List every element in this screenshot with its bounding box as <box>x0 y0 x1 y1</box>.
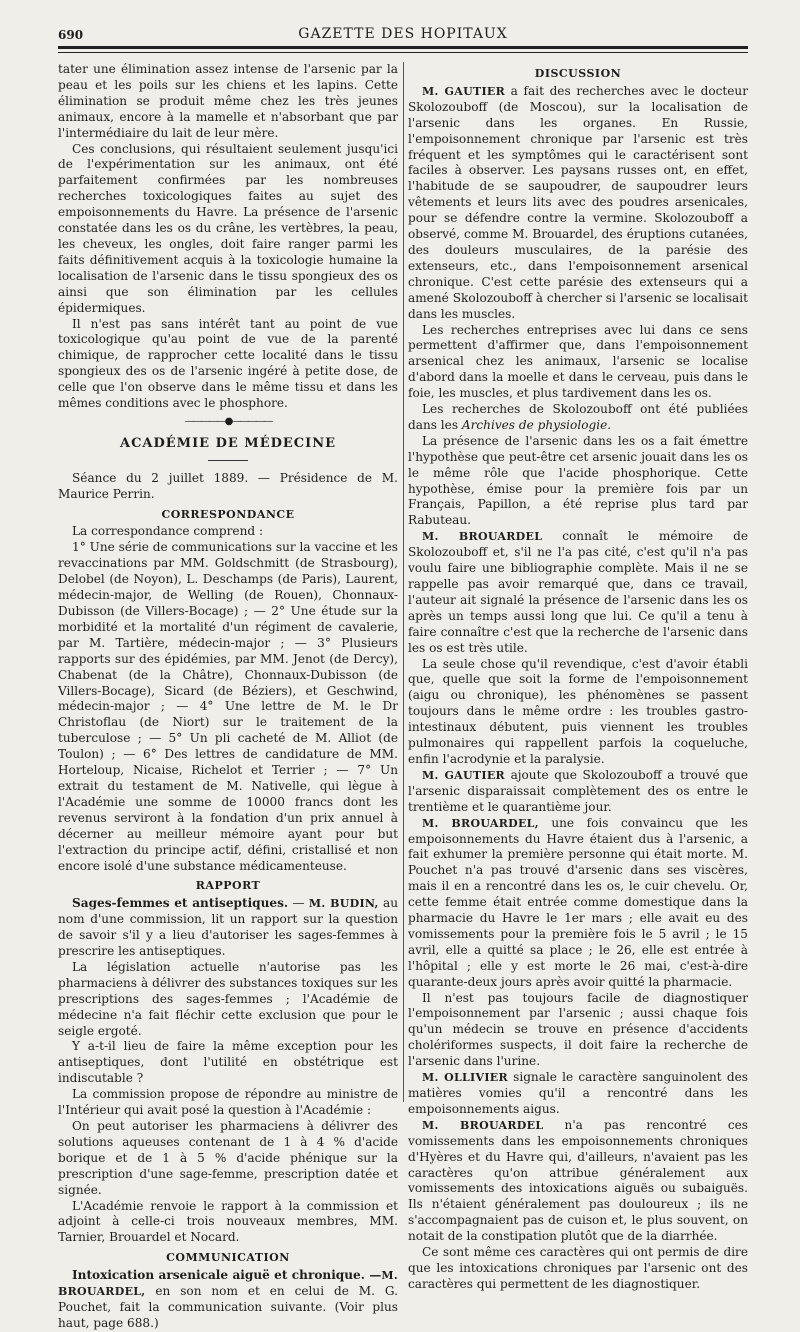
paragraph <box>408 402 748 434</box>
paragraph-text: ajoute que Skolozouboff a trouvé que l'arsenic disparaissait complètement des os entre le trentième et le quarantième jour. <box>408 767 748 814</box>
section-title-rapport: RAPPORT <box>195 879 261 893</box>
communication-heading: Intoxication arsenicale aiguë et chronique. — <box>72 1268 382 1283</box>
paragraph: tater une élimination assez intense de l'arsenic par la peau et les poils sur les chiens et les lapins. Cette élimination se produit même chez les très jeunes animaux, encore à la mamelle et n'absorbant que par l'intermédiaire du lait de leur mère. <box>58 62 398 140</box>
paragraph <box>408 1070 748 1118</box>
paragraph: L'Académie renvoie le rapport à la commission et adjoint à celle-ci trois nouveaux membres, MM. Tarnier, Brouardel et Nocard. <box>58 1198 398 1245</box>
journal-reference: Archives de physiologie. <box>461 417 612 432</box>
page-header <box>58 20 748 46</box>
rapport-heading: Sages-femmes et antiseptiques. <box>72 896 289 911</box>
right-column <box>408 62 748 1293</box>
ornament-divider: —————●————— <box>184 415 272 427</box>
paragraph <box>408 529 748 656</box>
paragraph <box>408 768 748 816</box>
paragraph: Il n'est pas sans intérêt tant au point de vue toxicologique qu'au point de vue de la parenté chimique, de rapprocher cette localité dans le tissu spongieux des os de l'arsenic ingéré à petite dose, de celle que l'on observe dans le même tissu et dans les mêmes conditions avec le phosphore. <box>58 316 398 411</box>
section-rule <box>208 460 248 461</box>
paragraph-text: signale le caractère sanguinolent des matières vomies qu'il a rencontré dans les empoisonnements aigus. <box>408 1070 748 1116</box>
paragraph: La législation actuelle n'autorise pas les pharmaciens à délivrer des substances toxiques sur les prescriptions des sages-femmes ; l'Académie de médecine n'a fait fléchir cette exclusion que pour le seigle ergoté. <box>58 959 398 1038</box>
paragraph: Ce sont même ces caractères qui ont permis de dire que les intoxications chroniques par l'arsenic ont des caractères qui permettent de les diagnostiquer. <box>408 1245 748 1291</box>
speaker-name: M. BUDIN, <box>308 897 379 911</box>
seance-line: Séance du 2 juillet 1889. — Présidence de M. Maurice Perrin. <box>58 470 398 501</box>
paragraph: La commission propose de répondre au ministre de l'Intérieur qui avait posé la question à l'Académie : <box>58 1087 398 1118</box>
section-title-correspondance: CORRESPONDANCE <box>161 507 295 521</box>
paragraph: Y a-t-il lieu de faire la même exception pour les antiseptiques, dont l'utilité en obstétrique est indiscutable ? <box>58 1039 398 1086</box>
paragraph-text: n'a pas rencontré ces vomissements dans les empoisonnements chroniques d'Hyères et du Havre qui, d'ailleurs, n'avaient pas les caractères qu'on attribue généralement aux vomissements des intoxications aiguës ou subaiguës. Ils n'étaient généralement pas douloureux ; ils ne s'accompagnaient pas de cuison et, le plus souvent, on notait de la constipation plutôt que de la diarrhée. <box>408 1117 749 1244</box>
header-rule-thin <box>58 52 748 53</box>
paragraph-text: une fois convaincu que les empoisonnements du Havre étaient dus à l'arsenic, a fait exhumer la première personne qui était morte. M. Pouchet n'a pas trouvé d'arsenic dans ses viscères, mais il en a rencontré dans les os, le cuir chevelu. Or, cette femme était entrée comme domestique dans la pharmacie du Havre le 1er mars ; elle avait eu des vomissements pour la première fois le 5 avril ; le 15 avril, elle a quitté sa place ; le 26, elle est entrée à l'hôpital ; elle y est morte le 26 mai, c'est-à-dire quarante-deux jours après avoir quitté la pharmacie. <box>408 815 748 989</box>
paragraph-text: Les recherches de Skolozouboff ont été publiées dans les <box>408 402 748 432</box>
speaker-name: M. BROUARDEL, <box>58 1269 398 1299</box>
paragraph-text: en son nom et en celui de M. G. Pouchet, fait la communication suivante. (Voir plus haut, page 688.) <box>58 1284 398 1330</box>
header-rule-thick <box>58 46 748 49</box>
paragraph: La correspondance comprend : <box>72 524 264 539</box>
speaker-name: M. BROUARDEL, <box>422 816 539 830</box>
paragraph: La seule chose qu'il revendique, c'est d'avoir établi que, quelle que soit la forme de l'empoisonnement (aigu ou chronique), les phénomènes se passent toujours dans le même ordre : les troubles gastro-intestinaux débutent, puis viennent les troubles pulmonaires qui rappellent parfois la coqueluche, enfin l'acrodynie et la paralysie. <box>408 656 748 766</box>
speaker-name: M. GAUTIER <box>422 768 505 782</box>
paragraph: On peut autoriser les pharmaciens à délivrer des solutions aqueuses contenant de 1 à 4 % d'acide borique et de 1 à 5 % d'acide phénique sur la prescription d'une sage-femme, prescription datée et signée. <box>58 1119 398 1197</box>
paragraph: Il n'est pas toujours facile de diagnostiquer l'empoisonnement par l'arsenic ; aussi chaque fois qu'un médecin se trouve en présence d'accidents cholériformes suspects, il doit faire la recherche de l'arsenic dans l'urine. <box>408 990 748 1069</box>
paragraph: Sages-femmes et antiseptiques. — M. BUDIN, au nom d'une commission, lit un rapport sur la question de savoir s'il y a lieu d'autoriser les sages-femmes à prescrire les antiseptiques. <box>58 896 398 959</box>
section-title-academie: ACADÉMIE DE MÉDECINE <box>119 435 336 451</box>
speaker-name: M. GAUTIER <box>422 84 506 98</box>
paragraph <box>408 1118 748 1245</box>
paragraph-text: connaît le mémoire de Skolozouboff et, s'il ne l'a pas cité, c'est qu'il n'a pas voulu faire une bibliographie complète. Mais il ne se rappelle pas avoir remarqué que, dans ce travail, l'auteur ait signalé la présence de l'arsenic dans les os après un temps aussi long que lui. Ce qu'il a tenu à faire connaître c'est que la recherche de l'arsenic dans les os est très utile. <box>408 529 748 655</box>
paragraph <box>58 1268 398 1332</box>
paragraph: Les recherches entreprises avec lui dans ce sens permettent d'affirmer que, dans l'empoisonnement arsenical chez les animaux, l'arsenic se localise d'abord dans la moelle et dans le cerveau, puis dans le foie, les muscles, et plus tardivement dans les os. <box>408 322 748 401</box>
speaker-name: M. BROUARDEL <box>422 1118 544 1132</box>
speaker-name: M. BROUARDEL <box>422 530 543 544</box>
left-column <box>58 62 398 1332</box>
journal-title: GAZETTE DES HOPITAUX <box>298 26 508 42</box>
section-title-communication: COMMUNICATION <box>166 1251 290 1265</box>
paragraph-text: a fait des recherches avec le docteur Skolozouboff (de Moscou), sur la localisation de l'arsenic dans les organes. En Russie, l'empoisonnement chronique par l'arsenic est très fréquent et les symptômes qui le caractérisent sont faciles à observer. Les paysans russes ont, en effet, l'habitude de se saupoudrer, de saupoudrer leurs vêtements et leurs lits avec des poudres arsenicales, pour se défendre contre la vermine. Skolozouboff a observé, comme M. Brouardel, des éruptions cutanées, des douleurs musculaires, de la parésie des extenseurs, etc., dans l'empoisonnement arsenical chronique. C'est cette parésie des extenseurs qui a amené Skolozouboff à chercher si l'arsenic se localisait dans les muscles. <box>408 83 748 321</box>
paragraph <box>408 816 748 991</box>
paragraph: 1° Une série de communications sur la vaccine et les revaccinations par MM. Goldschmitt (de Strasbourg), Delobel (de Noyon), L. Deschamps (de Paris), Laurent, médecin-major, de Welling (de Rouen), Chonnaux-Dubisson (de Villers-Bocage) ; — 2° Une étude sur la morbidité et la mortalité d'un régiment de cavalerie, par M. Tartière, médecin-major ; — 3° Plusieurs rapports sur des épidémies, par MM. Jenot (de Dercy), Chabenat (de la Châtre), Chonnaux-Dubisson (de Villers-Bocage), Sicard (de Béziers), et Geschwind, médecin-major ; — 4° Une lettre de M. le Dr Christoflau (de Niort) sur le traitement de la tuberculose ; — 5° Un pli cacheté de M. Alliot (de Toulon) ; — 6° Des lettres de candidature de MM. Horteloup, Nicaise, Richelot et Terrier ; — 7° Un extrait du testament de M. Nativelle, qui lègue à l'Académie une somme de 10000 francs dont les revenus serviront à la fondation d'un prix annuel à décerner au meilleur mémoire ayant pour but l'extraction du principe actif, défini, cristallisé et non encore isolé d'une substance médicamenteuse. <box>58 540 398 873</box>
speaker-name: M. OLLIVIER <box>422 1071 508 1085</box>
paragraph-text: au nom d'une commission, lit un rapport sur la question de savoir s'il y a lieu d'autoriser les sages-femmes à prescrire les antiseptiques. <box>58 896 398 959</box>
paragraph: Ces conclusions, qui résultaient seulement jusqu'ici de l'expérimentation sur les animaux, ont été parfaitement confirmées par les nombreuses recherches toxicologiques faites au sujet des empoisonnements du Havre. La présence de l'arsenic constatée dans les os du crâne, les vertèbres, la peau, les cheveux, les ongles, doit faire ranger parmi les faits définitivement acquis à la toxicologie humaine la localisation de l'arsenic dans le tissu spongieux des os ainsi que son élimination par les cellules épidermiques. <box>58 141 398 315</box>
section-title-discussion: DISCUSSION <box>534 67 622 80</box>
column-divider <box>403 62 404 1102</box>
paragraph <box>408 84 748 323</box>
page-number: 690 <box>58 28 84 42</box>
paragraph: La présence de l'arsenic dans les os a fait émettre l'hypothèse que peut-être cet arsenic jouait dans les os le même rôle que l'acide phosphorique. Cette hypothèse, émise pour la première fois par un Français, Papillon, a été reprise plus tard par Rabuteau. <box>408 433 748 528</box>
